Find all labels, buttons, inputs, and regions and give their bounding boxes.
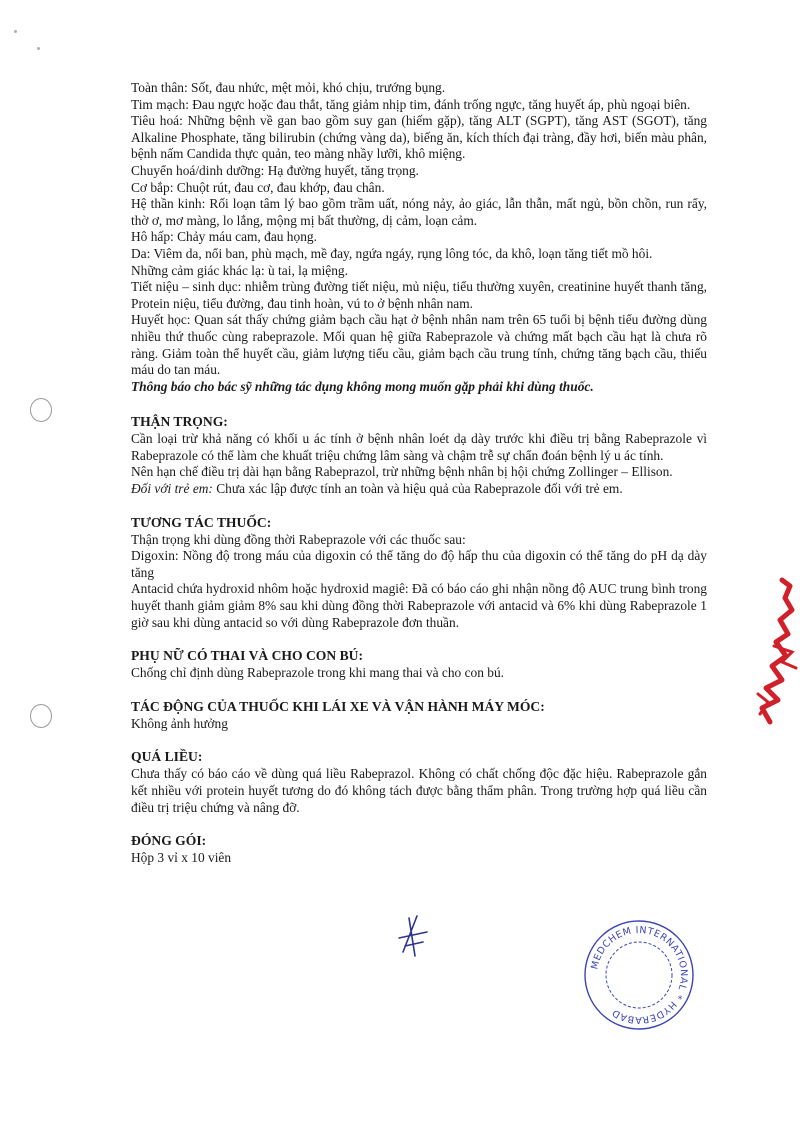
adverse-effect-item: Toàn thân: Sốt, đau nhức, mệt mỏi, khó chịu, trướng bụng. — [131, 80, 446, 95]
precautions-children — [131, 481, 707, 498]
driving-text: Không ảnh hưởng — [131, 715, 228, 731]
adverse-effect-item: Tim mạch: Đau ngực hoặc đau thắt, tăng giảm nhịp tim, đánh trống ngực, tăng huyết áp, phù ngoại biên. — [131, 96, 691, 112]
company-stamp — [582, 918, 696, 1032]
adverse-effect-item: Những cảm giác khác lạ: ù tai, lạ miệng. — [131, 262, 348, 278]
children-lead: Đối với trẻ em: — [131, 481, 213, 497]
pregnancy-text: Chống chỉ định dùng Rabeprazole trong khi mang thai và cho con bú. — [131, 665, 504, 681]
precautions-paragraph: Cần loại trừ khả năng có khối u ác tính ở bệnh nhân loét dạ dày trước khi điều trị bằng Rabeprazole vì Rabeprazole có thể làm che khuất triệu chứng lâm sàng và chậm trễ sự chẩn đoán bệnh lý u ác tính. — [131, 431, 707, 463]
overdose-heading: QUÁ LIỀU: — [131, 749, 203, 765]
signature-mark — [395, 912, 431, 960]
precautions-paragraph: Nên hạn chế điều trị dài hạn bằng Rabeprazol, trừ những bệnh nhân bị hội chứng Zollinger – Ellison. — [131, 464, 673, 480]
svg-text:MEDCHEM INTERNATIONAL * HYDERA: MEDCHEM INTERNATIONAL * HYDERABAD — [589, 924, 690, 1026]
interactions-paragraph: Digoxin: Nồng độ trong máu của digoxin có thể tăng do độ hấp thu của digoxin có thể tăng do pH dạ dày tăng — [131, 548, 707, 580]
doctor-notice: Thông báo cho bác sỹ những tác dụng không mong muốn gặp phải khi dùng thuốc. — [131, 378, 594, 394]
adverse-effect-item: Tiêu hoá: Những bệnh về gan bao gồm suy gan (hiếm gặp), tăng ALT (SGPT), tăng AST (SGOT), tăng Alkaline Phosphate, tăng bilirubin (chứng vàng da), biếng ăn, kích thích đại tràng, đầy hơi, biến màu phân, bệnh nấm Candida thực quản, teo màng nhầy lưỡi, khô miệng. — [131, 113, 707, 162]
punch-hole-top — [30, 398, 52, 422]
children-text: Chưa xác lập được tính an toàn và hiệu quả của Rabeprazole đối với trẻ em. — [212, 481, 623, 497]
packaging-text: Hộp 3 vỉ x 10 viên — [131, 850, 232, 866]
adverse-effect-item: Tiết niệu – sinh dục: nhiễm trùng đường tiết niệu, mủ niệu, tiểu thường xuyên, creatinine huyết thanh tăng, Protein niệu, tiểu đường, đau tinh hoàn, vú to ở bệnh nhân nam. — [131, 279, 707, 311]
adverse-effect-item: Huyết học: Quan sát thấy chứng giảm bạch cầu hạt ở bệnh nhân nam trên 65 tuổi bị bệnh tiểu đường dùng nhiều thứ thuốc cùng rabeprazole. Mối quan hệ giữa Rabeprazole và chứng mất bạch cầu hạt là chưa rõ ràng. Giảm toàn thể huyết cầu, giảm lượng tiểu cầu, giảm bạch cầu trung tính, chứng tăng bạch cầu, thiếu máu do tan máu. — [131, 312, 707, 378]
scan-speck — [14, 30, 17, 33]
interactions-heading: TƯƠNG TÁC THUỐC: — [131, 514, 272, 530]
interactions-paragraph: Thận trọng khi dùng đồng thời Rabeprazole với các thuốc sau: — [131, 531, 466, 547]
overdose-text: Chưa thấy có báo cáo về dùng quá liều Rabeprazol. Không có chất chống độc đặc hiệu. Rabeprazole gắn kết nhiều với protein huyết tương do đó không tách được bằng thẩm phân. Trong trường hợp quá liều cần điều trị triệu chứng và nâng đỡ. — [131, 766, 707, 815]
punch-hole-bottom — [30, 704, 52, 728]
interactions-paragraph: Antacid chứa hydroxid nhôm hoặc hydroxid magiê: Đã có báo cáo ghi nhận nồng độ AUC trung bình trong huyết thanh giảm giảm 8% sau khi dùng đồng thời Rabeprazole với antacid và 6% khi dùng Rabeprazole 1 giờ sau khi dùng antacid so với dùng Rabeprazole đơn thuần. — [131, 581, 707, 630]
driving-heading: TÁC ĐỘNG CỦA THUỐC KHI LÁI XE VÀ VẬN HÀNH MÁY MÓC: — [131, 698, 545, 714]
precautions-heading: THẬN TRỌNG: — [131, 414, 228, 430]
adverse-effects-list — [131, 80, 707, 379]
packaging-heading: ĐÓNG GÓI: — [131, 833, 207, 849]
adverse-effect-item: Cơ bắp: Chuột rút, đau cơ, đau khớp, đau chân. — [131, 179, 385, 195]
adverse-effect-item: Hệ thần kinh: Rối loạn tâm lý bao gồm trầm uất, nóng nảy, ảo giác, lẫn thẫn, mất ngủ, bồn chồn, run rẩy, thờ ơ, mơ màng, lo lắng, mộng mị bất thường, dị cảm, loạn cảm. — [131, 196, 707, 228]
adverse-effect-item: Hô hấp: Chảy máu cam, đau họng. — [131, 229, 317, 245]
red-ink-mark — [752, 576, 800, 726]
scan-speck — [37, 47, 40, 50]
adverse-effect-item: Chuyển hoá/dinh dưỡng: Hạ đường huyết, tăng trọng. — [131, 162, 419, 178]
pregnancy-heading: PHỤ NỮ CÓ THAI VÀ CHO CON BÚ: — [131, 648, 363, 664]
document-body — [131, 80, 707, 867]
adverse-effect-item: Da: Viêm da, nổi ban, phù mạch, mề đay, ngứa ngáy, rụng lông tóc, da khô, loạn tăng tiết mồ hôi. — [131, 245, 653, 261]
